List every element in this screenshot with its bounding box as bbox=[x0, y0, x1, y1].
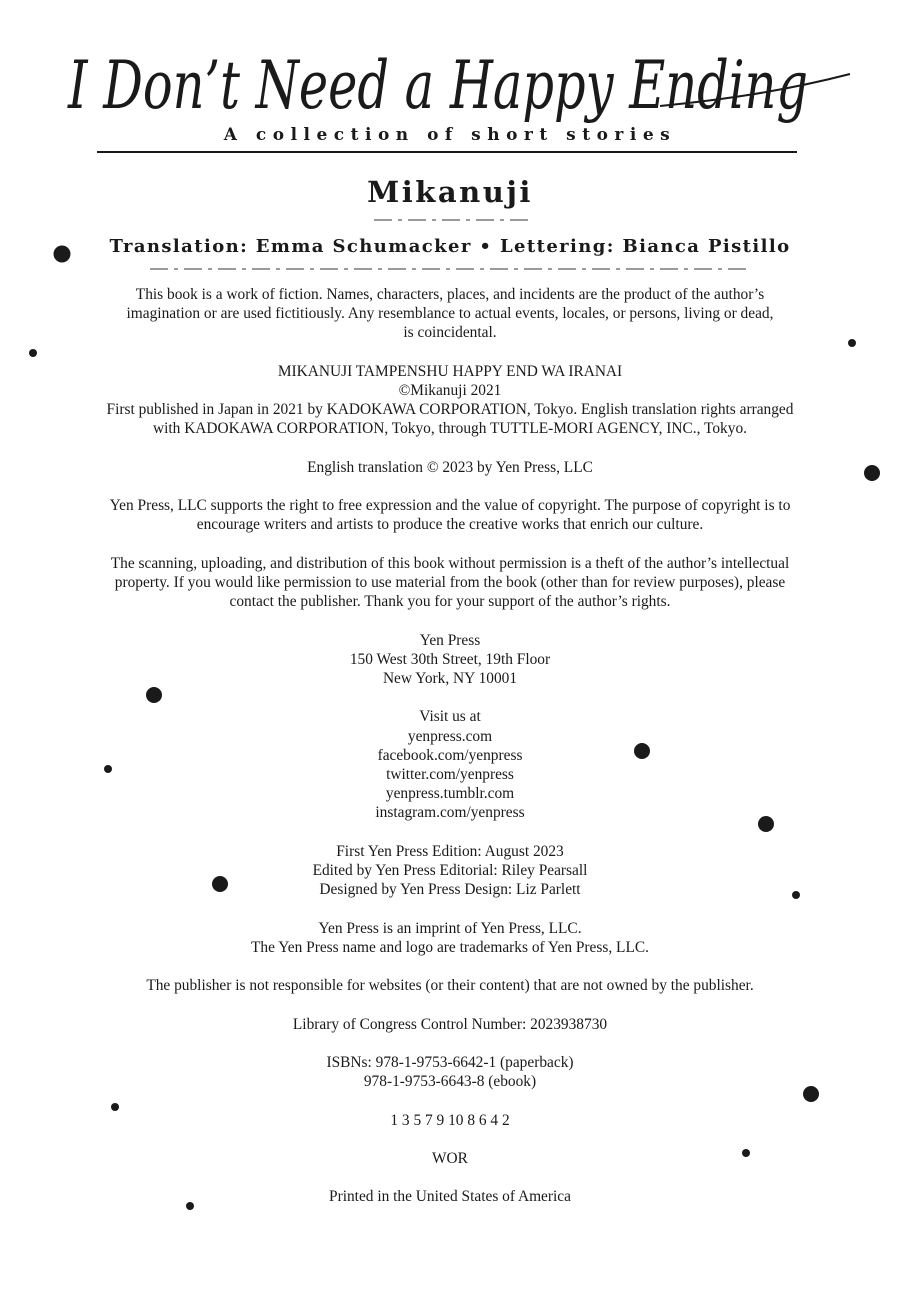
link-tumblr: yenpress.tumblr.com bbox=[385, 785, 515, 803]
translation-copyright-line: English translation © 2023 by Yen Press, LLC bbox=[307, 458, 593, 476]
fiction-notice-line: is coincidental. bbox=[403, 324, 497, 342]
disclaimer-line: The publisher is not responsible for websites (or their content) that are not owned by the publisher. bbox=[146, 977, 754, 995]
ink-dot bbox=[848, 339, 856, 347]
piracy-notice-line: property. If you would like permission to use material from the book (other than for review purposes), please bbox=[114, 573, 786, 591]
title-logo bbox=[60, 36, 860, 132]
author-name: Mikanuji bbox=[367, 175, 533, 209]
piracy-notice-line: The scanning, uploading, and distribution of this book without permission is a theft of the author’s intellectual bbox=[110, 554, 790, 572]
ink-dot bbox=[864, 465, 880, 481]
link-instagram: instagram.com/yenpress bbox=[375, 804, 525, 822]
fiction-notice-line: imagination or are used fictitiously. Any resemblance to actual events, locales, or persons, living or dead, bbox=[126, 305, 774, 323]
original-publication-line: with KADOKAWA CORPORATION, Tokyo, through TUTTLE-MORI AGENCY, INC., Tokyo. bbox=[152, 420, 747, 438]
original-title: MIKANUJI TAMPENSHU HAPPY END WA IRANAI bbox=[277, 362, 623, 380]
credits-divider bbox=[150, 268, 750, 270]
first-edition: First Yen Press Edition: August 2023 bbox=[336, 842, 564, 860]
printed-in-text: Printed in the United States of America bbox=[329, 1188, 571, 1206]
printer-code bbox=[90, 1149, 810, 1168]
fiction-notice-line: This book is a work of fiction. Names, characters, places, and incidents are the product of the author’s bbox=[135, 286, 765, 303]
copyright-body bbox=[90, 285, 810, 1226]
link-yenpress: yenpress.com bbox=[407, 727, 493, 745]
translation-copyright bbox=[90, 458, 810, 477]
printing-numbers: 1 3 5 7 9 10 8 6 4 2 bbox=[390, 1111, 510, 1129]
website-disclaimer bbox=[90, 976, 810, 995]
piracy-notice-line: contact the publisher. Thank you for your support of the author’s rights. bbox=[229, 593, 671, 611]
isbn-block bbox=[90, 1053, 810, 1091]
edition-info bbox=[90, 842, 810, 900]
publisher-street: 150 West 30th Street, 19th Floor bbox=[349, 650, 551, 668]
copyright-support-line: encourage writers and artists to produce the creative works that enrich our culture. bbox=[196, 516, 704, 534]
visit-links bbox=[90, 707, 810, 822]
imprint-line: Yen Press is an imprint of Yen Press, LLC. bbox=[318, 919, 582, 937]
copyright-support bbox=[90, 496, 810, 534]
loc-number bbox=[90, 1015, 810, 1034]
printing-line bbox=[90, 1111, 810, 1130]
link-twitter: twitter.com/yenpress bbox=[386, 765, 514, 783]
printer-code-text: WOR bbox=[432, 1149, 468, 1167]
original-copyright: ©Mikanuji 2021 bbox=[398, 382, 502, 399]
link-facebook: facebook.com/yenpress bbox=[377, 746, 523, 764]
title-underline bbox=[97, 151, 797, 153]
designed-by: Designed by Yen Press Design: Liz Parlett bbox=[319, 881, 581, 899]
visit-heading: Visit us at bbox=[419, 708, 481, 726]
isbn-ebook: 978-1-9753-6643-8 (ebook) bbox=[363, 1073, 537, 1091]
publisher-name: Yen Press bbox=[419, 631, 481, 649]
original-publication-line: First published in Japan in 2021 by KADOKAWA CORPORATION, Tokyo. English translation rights arranged bbox=[106, 401, 794, 419]
original-publication bbox=[90, 362, 810, 439]
trademark-line: The Yen Press name and logo are trademarks of Yen Press, LLC. bbox=[251, 938, 649, 956]
ink-dot bbox=[29, 349, 37, 357]
edited-by: Edited by Yen Press Editorial: Riley Pearsall bbox=[312, 861, 588, 879]
piracy-notice bbox=[90, 554, 810, 612]
loc-line: Library of Congress Control Number: 2023938730 bbox=[292, 1015, 608, 1033]
publisher-city: New York, NY 10001 bbox=[382, 669, 518, 687]
author-divider bbox=[374, 219, 532, 221]
fiction-notice bbox=[90, 285, 810, 343]
book-title: I Don’t Need a Happy Ending bbox=[67, 47, 808, 124]
translation-lettering-credits: Translation: Emma Schumacker • Lettering: Bianca Pistillo bbox=[109, 236, 791, 257]
imprint-info bbox=[90, 919, 810, 957]
copyright-support-line: Yen Press, LLC supports the right to free expression and the value of copyright. The purpose of copyright is to bbox=[109, 497, 791, 515]
title-logo-art bbox=[60, 36, 860, 132]
isbn-paperback: ISBNs: 978-1-9753-6642-1 (paperback) bbox=[326, 1053, 574, 1071]
publisher-address bbox=[90, 631, 810, 689]
printed-in bbox=[90, 1187, 810, 1206]
book-subtitle: A collection of short stories bbox=[223, 125, 677, 145]
